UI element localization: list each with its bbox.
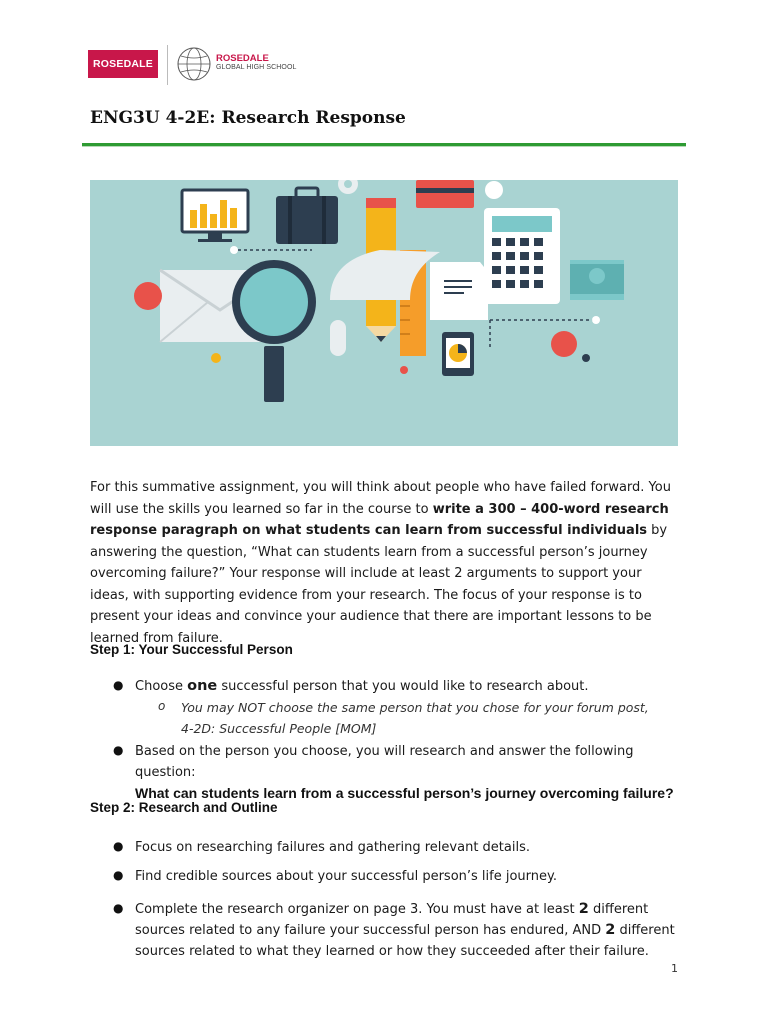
logo-school-subtitle: GLOBAL HIGH SCHOOL [216,64,297,71]
globe-icon [176,46,212,82]
sub-bullet-icon: o [158,699,166,713]
bullet-icon: ● [113,678,124,692]
intro-bold-text: write a 300 – 400-word research response paragraph on what students can learn from successful individuals [90,501,669,538]
intro-text: For this summative assignment, you will think about people who have failed forward. You will use the skills you learned so far in the course to [90,480,671,517]
logo-school-name: ROSEDALE [216,53,269,64]
title-rule-shadow [82,146,686,147]
list-item: Complete the research organizer on page 3. You must have at least 2 different sources related to any failure your successful person has endured, AND 2 different sources related to what they learned or how they succeeded after their failure. [135,901,675,959]
step2-heading: Step 2: Research and Outline [90,800,278,815]
list-item: Based on the person you choose, you will research and answer the following question: What can students learn from a successful person’s journey overcoming failure? [135,744,674,801]
phone-chart-icon [442,332,474,376]
magnifier-icon [232,260,316,402]
logo-text: ROSEDALE [93,58,153,70]
gear-icon [338,180,358,194]
credit-card-icon [416,180,474,208]
list-item: Find credible sources about your successful person’s life journey. [135,869,557,884]
emphasis-one: one [187,678,218,694]
briefcase-icon [276,188,338,244]
guiding-question: What can students learn from a successful person’s journey overcoming failure? [135,785,674,801]
document-icon [430,262,488,320]
intro-text-rest: by answering the question, “What can students learn from a successful person’s journey overcoming failure?” Your response will include at least 2 arguments to support your ideas, with supporting evidence from your research. The focus of your response is to present your ideas and convince your audience that there are important lessons to be learned from failure. [90,523,668,646]
money-icon [570,260,624,300]
list-item: Focus on researching failures and gathering relevant details. [135,840,530,855]
bullet-icon: ● [113,901,124,915]
logo-divider [167,45,168,85]
step1-heading: Step 1: Your Successful Person [90,642,293,657]
monitor-icon [182,190,248,242]
sub-list-item: You may NOT choose the same person that you chose for your forum post, 4-2D: Successful People [MOM] [181,700,649,736]
emphasis-number: 2 [578,901,589,917]
rosedale-logo [88,50,158,78]
bullet-icon: ● [113,743,124,757]
hero-illustration [90,180,678,446]
page-number: 1 [671,962,678,975]
intro-paragraph [90,477,680,649]
emphasis-number: 2 [605,922,616,938]
calculator-icon [484,208,560,304]
bullet-icon: ● [113,868,124,882]
bullet-icon: ● [113,839,124,853]
list-item: Choose one successful person that you would like to research about. [135,678,589,694]
page-title: ENG3U 4-2E: Research Response [90,108,406,128]
